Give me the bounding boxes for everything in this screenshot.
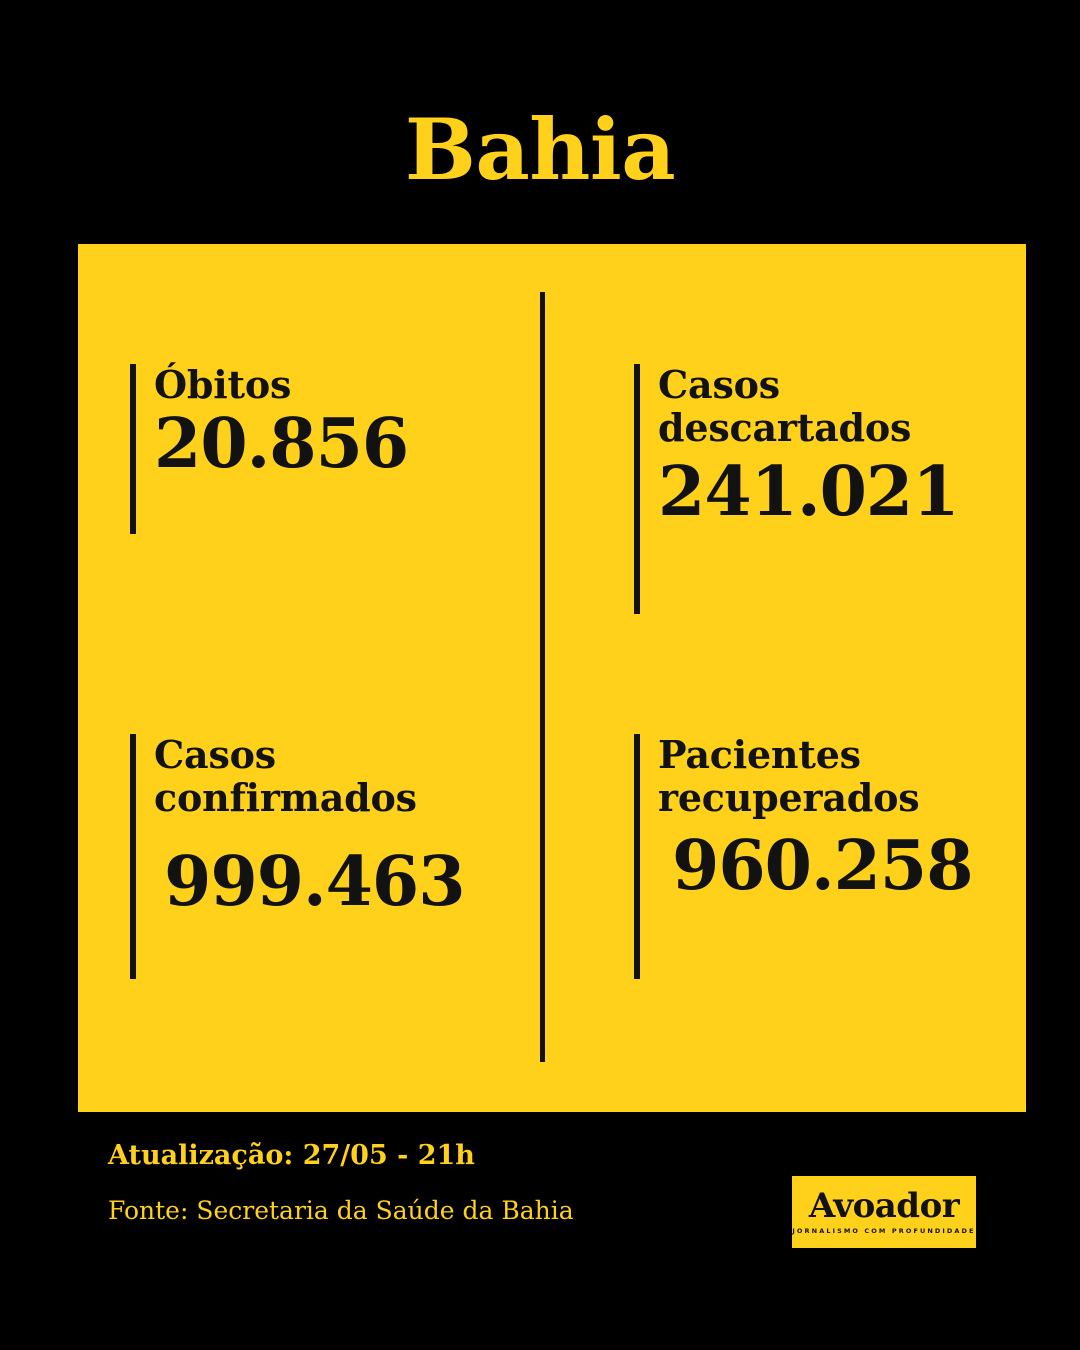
update-timestamp: Atualização: 27/05 - 21h bbox=[108, 1140, 475, 1171]
footer bbox=[108, 1140, 748, 1226]
stat-accent-bar bbox=[130, 734, 136, 979]
stats-panel bbox=[78, 244, 1026, 1112]
stat-accent-bar bbox=[130, 364, 136, 534]
logo-tagline: JORNALISMO COM PROFUNDIDADE bbox=[792, 1227, 976, 1236]
stat-accent-bar bbox=[634, 364, 640, 614]
stat-casos-descartados-label-line1: Casos bbox=[658, 362, 780, 407]
panel-divider bbox=[540, 292, 545, 1062]
page-title: Bahia bbox=[404, 100, 676, 199]
stat-casos-descartados bbox=[634, 364, 1014, 614]
stat-casos-descartados-value: 241.021 bbox=[658, 452, 959, 533]
stat-pacientes-recuperados-label-line1: Pacientes bbox=[658, 732, 861, 777]
stat-casos-confirmados-label-line1: Casos bbox=[154, 732, 276, 777]
stat-pacientes-recuperados bbox=[634, 734, 1034, 979]
stat-pacientes-recuperados-value: 960.258 bbox=[672, 826, 973, 907]
stat-accent-bar bbox=[634, 734, 640, 979]
logo-wordmark: Avoador bbox=[808, 1186, 960, 1227]
stat-casos-confirmados bbox=[130, 734, 530, 979]
source-credit: Fonte: Secretaria da Saúde da Bahia bbox=[108, 1196, 574, 1226]
stat-obitos-value: 20.856 bbox=[154, 403, 409, 484]
stat-casos-confirmados-label-line2: confirmados bbox=[154, 774, 417, 820]
stat-obitos bbox=[130, 364, 510, 534]
stat-casos-descartados-label-line2: descartados bbox=[658, 404, 912, 450]
stat-pacientes-recuperados-label-line2: recuperados bbox=[658, 774, 920, 820]
stat-obitos-label: Óbitos bbox=[154, 362, 292, 407]
stat-casos-confirmados-value: 999.463 bbox=[164, 842, 465, 923]
avoador-logo bbox=[792, 1176, 976, 1248]
